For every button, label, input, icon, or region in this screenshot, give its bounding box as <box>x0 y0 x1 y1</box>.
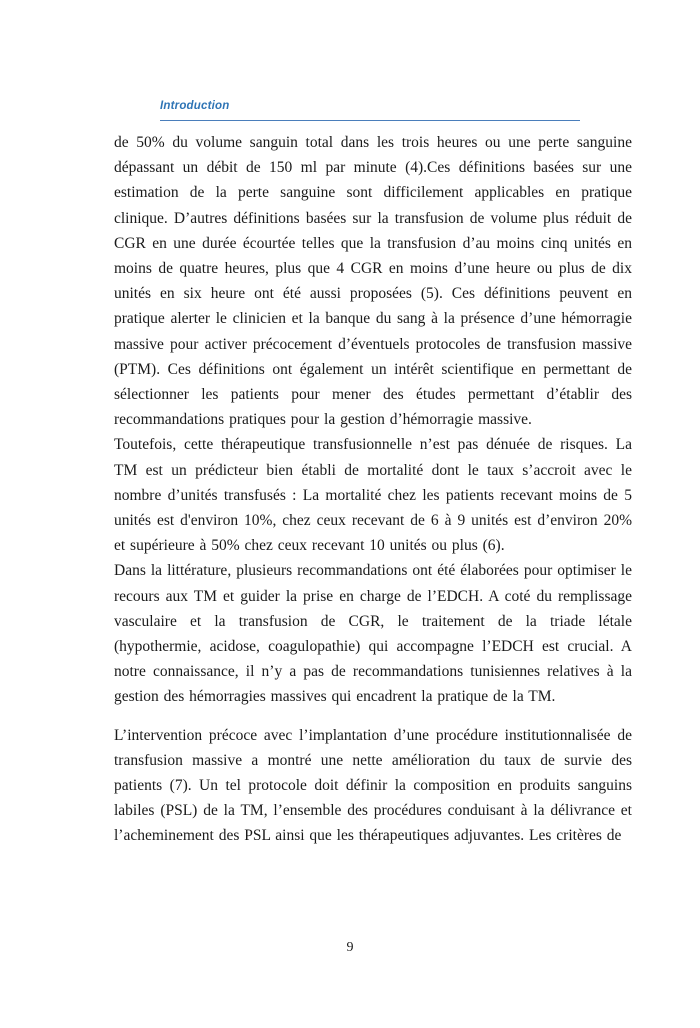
paragraph: Dans la littérature, plusieurs recommandations ont été élaborées pour optimiser le recours aux TM et guider la prise en charge de l’EDCH. A coté du remplissage vasculaire et la transfusion de CGR, le traitement de la triade létale (hypothermie, acidose, coagulopathie) qui accompagne l’EDCH est crucial. A notre connaissance, il n’y a pas de recommandations tunisiennes relatives à la gestion des hémorragies massives qui encadrent la pratique de la TM. <box>114 562 632 706</box>
page-number: 9 <box>346 940 354 955</box>
page-header <box>160 96 580 121</box>
paragraph: Toutefois, cette thérapeutique transfusionnelle n’est pas dénuée de risques. La TM est un prédicteur bien établi de mortalité dont le taux s’accroit avec le nombre d’unités transfusés : La mortalité chez les patients recevant moins de 5 unités est d'environ 10%, chez ceux recevant de 6 à 9 unités est d’environ 20% et supérieure à 50% chez ceux recevant 10 unités ou plus (6). <box>114 436 632 555</box>
section-title: Introduction <box>160 100 230 112</box>
paragraph: de 50% du volume sanguin total dans les trois heures ou une perte sanguine dépassant un débit de 150 ml par minute (4).Ces définitions basées sur une estimation de la perte sanguine sont difficilement applicables en pratique clinique. D’autres définitions basées sur la transfusion de volume plus réduit de CGR en une durée écourtée telles que la transfusion d’au moins cinq unités en moins de quatre heures, plus que 4 CGR en moins d’une heure ou plus de dix unités en six heure ont été aussi proposées (5). Ces définitions peuvent en pratique alerter le clinicien et la banque du sang à la présence d’une hémorragie massive pour activer précocement d’éventuels protocoles de transfusion massive (PTM). Ces définitions ont également un intérêt scientifique en permettant de sélectionner les patients pour mener des études permettant d’établir des recommandations pratiques pour la gestion d’hémorragie massive. <box>114 134 632 429</box>
body-text <box>114 130 632 849</box>
page-footer <box>0 938 700 956</box>
paragraph: L’intervention précoce avec l’implantation d’une procédure institutionnalisée de transfusion massive a montré une nette amélioration du taux de survie des patients (7). Un tel protocole doit définir la composition en produits sanguins labiles (PSL) de la TM, l’ensemble des procédures conduisant à la délivrance et l’acheminement des PSL ainsi que les thérapeutiques adjuvantes. Les critères de <box>114 726 632 845</box>
